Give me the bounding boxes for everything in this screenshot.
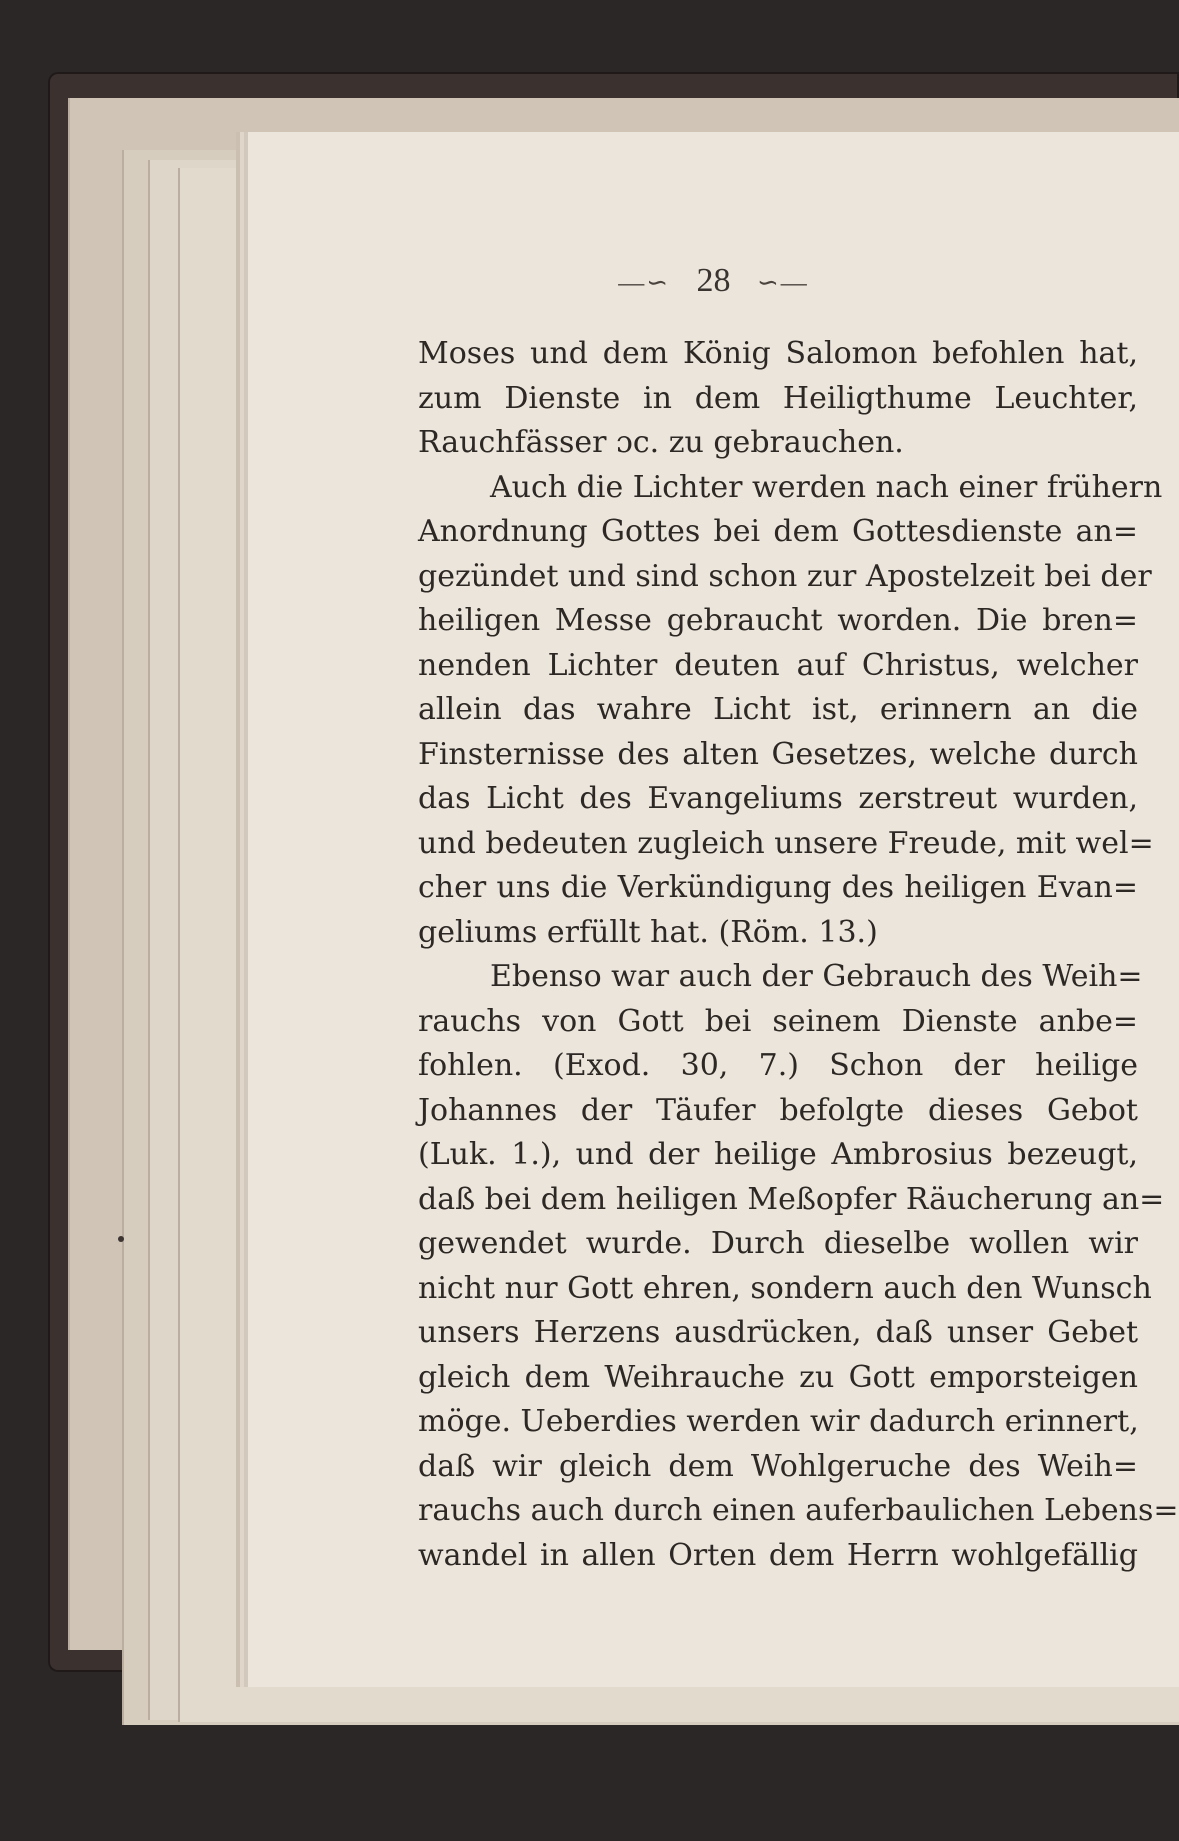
text-line: gezündet und sind schon zur Apostelzeit bei der [418,558,1152,594]
page-header [248,262,1179,300]
ornament-right: ∽— [757,268,809,297]
page-number: 28 [696,262,731,299]
ornament-left: —∽ [618,268,670,297]
text-line: daß bei dem heiligen Meßopfer Räucherung an= [418,1181,1165,1217]
text-line: Johannes der Täufer befolgte dieses Gebot [418,1092,1138,1128]
text-line: und bedeuten zugleich unsere Freude, mit wel= [418,825,1154,861]
text-line: (Luk. 1.), und der heilige Ambrosius bezeugt, [418,1137,1138,1172]
text-line: rauchs von Gott bei seinem Dienste anbe= [418,1003,1138,1039]
text-line: Anordnung Gottes bei dem Gottesdienste an= [418,514,1138,549]
text-line: allein das wahre Licht ist, erinnern an die [418,692,1138,727]
text-line: nenden Lichter deuten auf Christus, welcher [418,647,1138,683]
page-body-text [418,332,1179,1578]
text-line: gewendet wurde. Durch dieselbe wollen wir [418,1226,1138,1261]
text-line: zum Dienste in dem Heiligthume Leuchter, [418,380,1138,416]
book-page [248,132,1179,1687]
text-line: rauchs auch durch einen auferbaulichen Lebens= [418,1493,1179,1528]
text-line: gleich dem Weihrauche zu Gott emporsteigen [418,1359,1138,1395]
text-line: heiligen Messe gebraucht worden. Die bren= [418,603,1138,638]
text-line: Rauchfässer ɔc. zu gebrauchen. [418,425,904,460]
text-line: fohlen. (Exod. 30, 7.) Schon der heilige [418,1048,1138,1083]
text-line: geliums erfüllt hat. (Röm. 13.) [418,914,878,950]
text-line: cher uns die Verkündigung des heiligen Evan= [418,870,1138,905]
text-line: unsers Herzens ausdrücken, daß unser Gebet [418,1315,1138,1350]
text-line: Moses und dem König Salomon befohlen hat, [418,336,1138,371]
text-line: nicht nur Gott ehren, sondern auch den Wunsch [418,1270,1152,1306]
paper-speck [118,1236,124,1242]
text-line: Finsternisse des alten Gesetzes, welche durch [418,736,1138,772]
text-line: wandel in allen Orten dem Herrn wohlgefällig [418,1537,1138,1573]
text-line: daß wir gleich dem Wohlgeruche des Weih= [418,1448,1138,1484]
text-line: Ebenso war auch der Gebrauch des Weih= [490,959,1143,994]
text-line: möge. Ueberdies werden wir dadurch erinnert, [418,1404,1139,1439]
text-line: Auch die Lichter werden nach einer frühern [490,469,1163,505]
text-line: das Licht des Evangeliums zerstreut wurden, [418,781,1138,816]
